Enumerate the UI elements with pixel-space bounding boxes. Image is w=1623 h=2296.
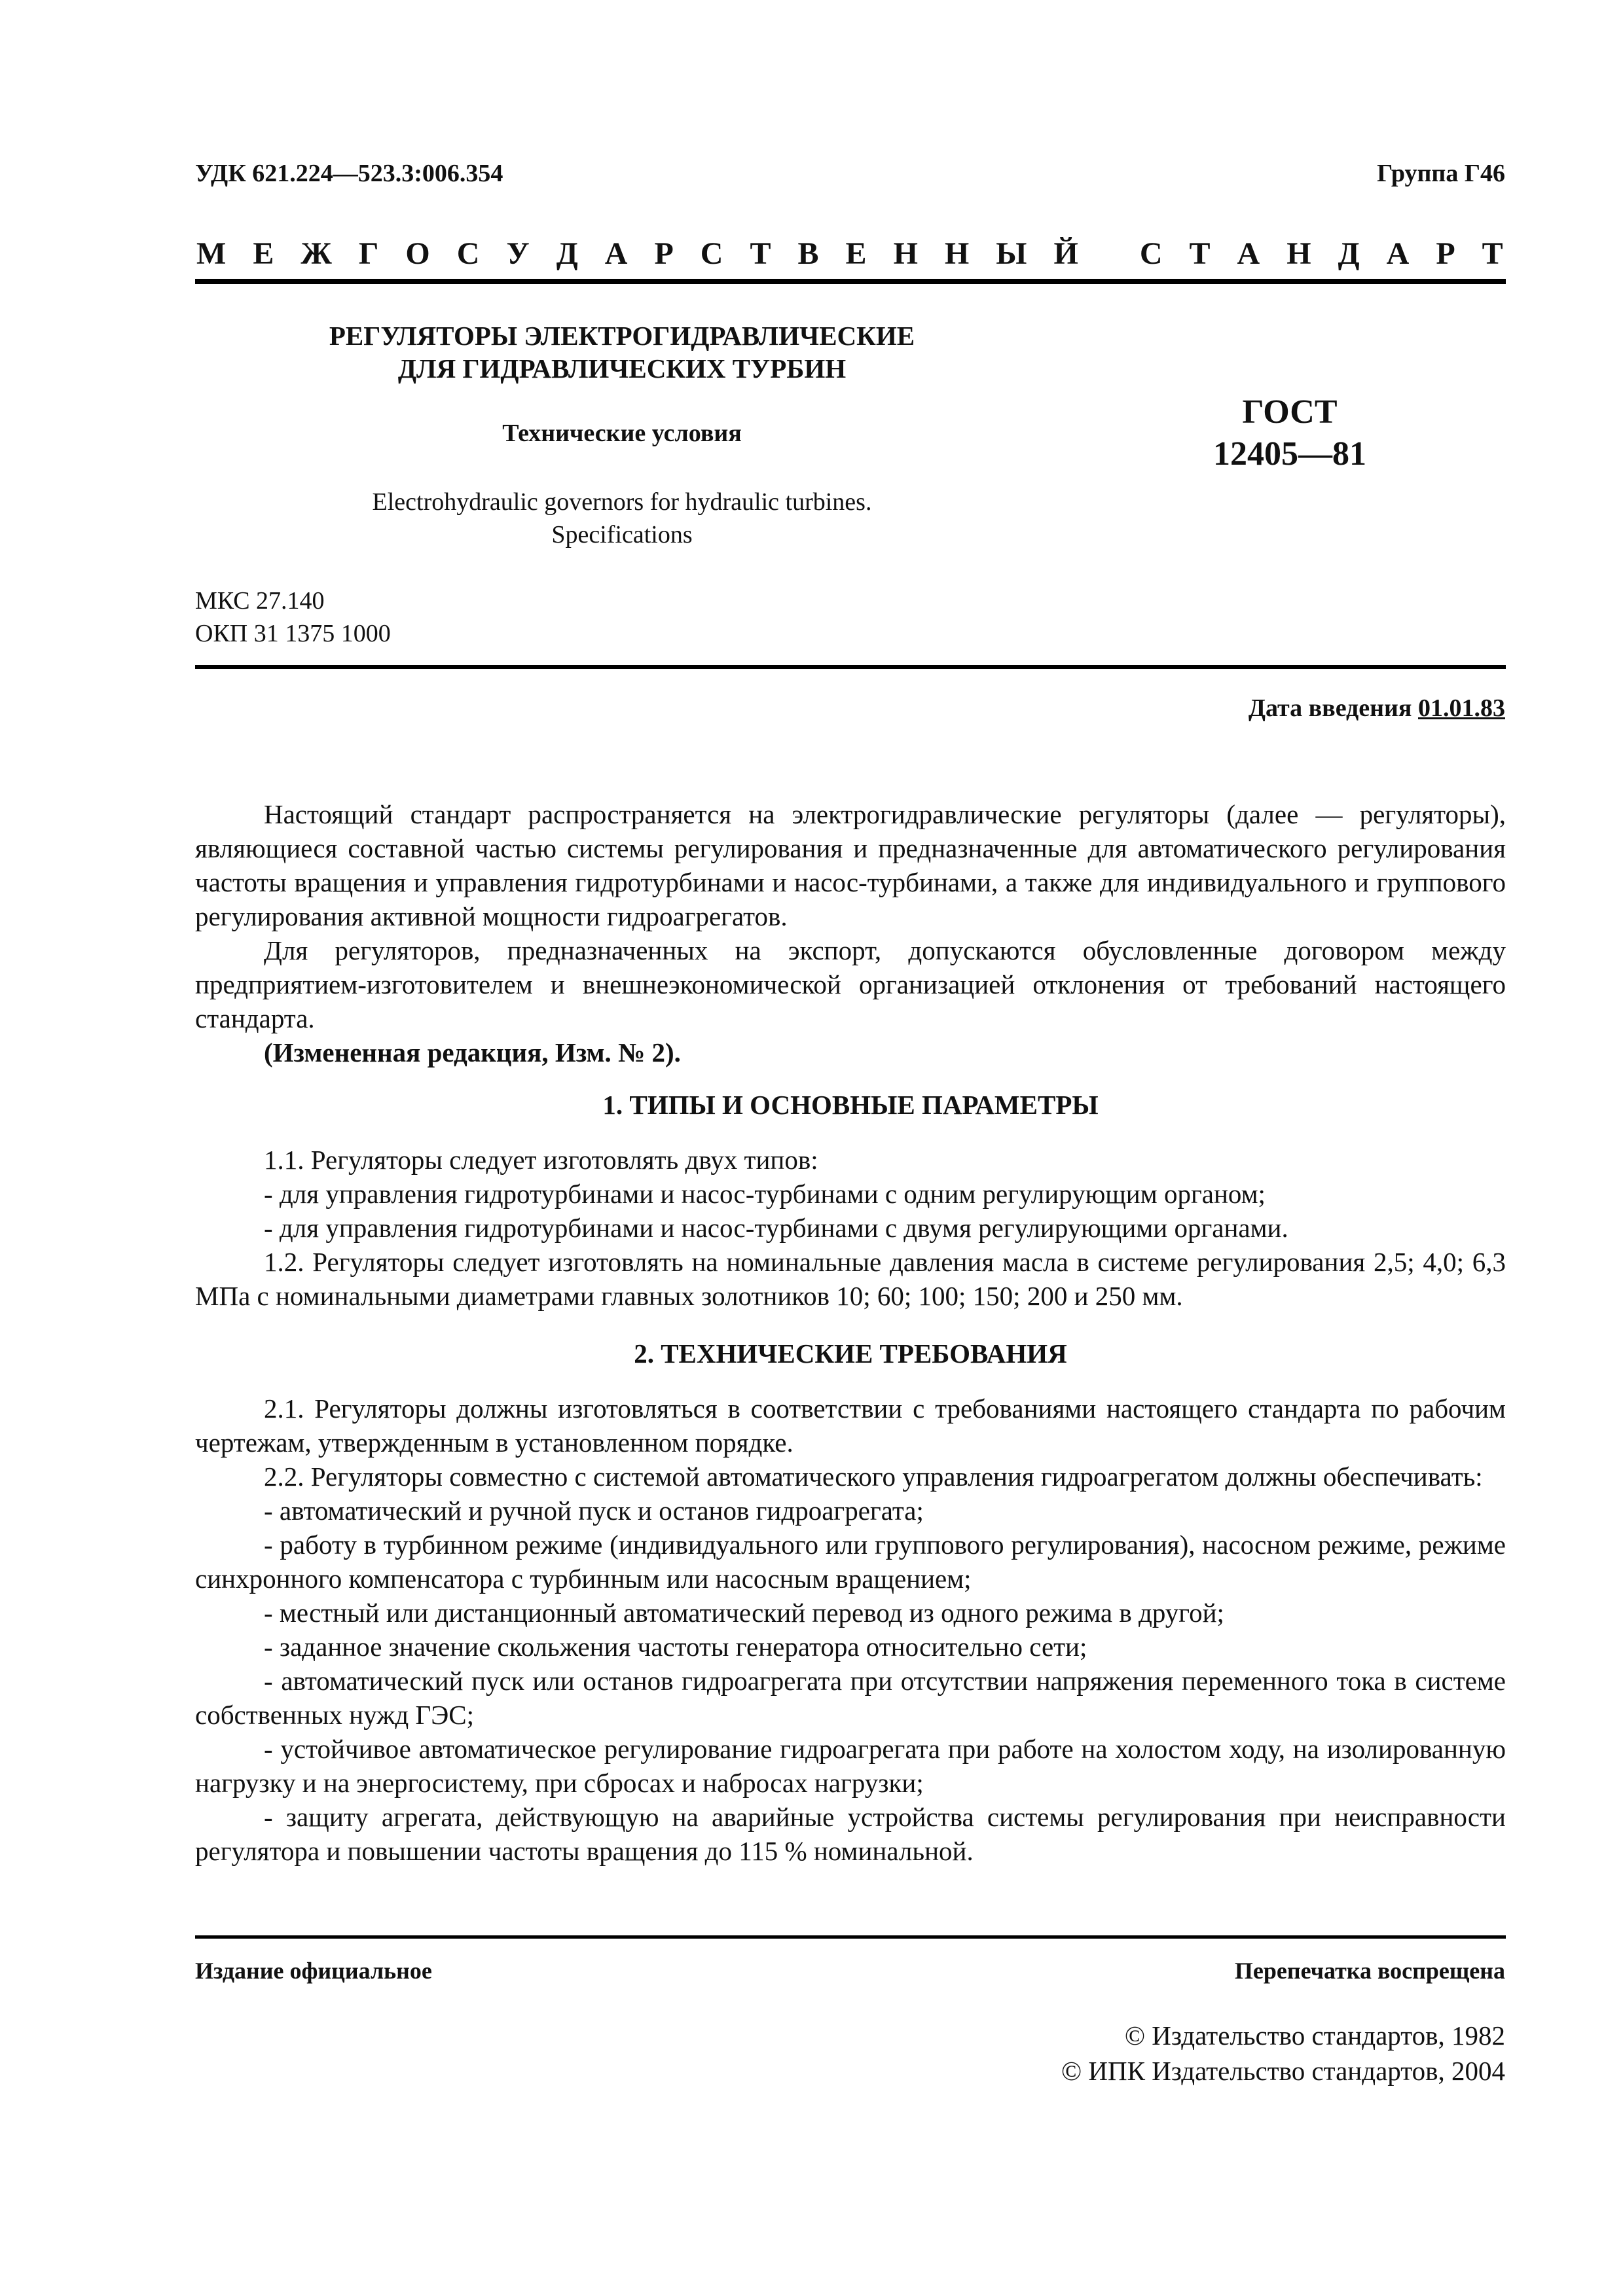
category-title-letter: Н [1286,236,1311,271]
amendment-note: (Измененная редакция, Изм. № 2). [264,1037,681,1067]
intro-paragraph-1: Настоящий стандарт распространяется на электрогидравлические регуляторы (далее — регуляторы), являющиеся составной частью системы регулирования и предназначенные для автоматического регулирования частоты вращения и управления гидротурбинами и насос-турбинами, а также для индивидуального и группового регулирования активной мощности гидроагрегатов. [195,799,1506,931]
category-title-letter: О [405,236,430,271]
category-title-letter: Р [1436,236,1455,271]
list-item: - защиту агрегата, действующую на аварийные устройства системы регулирования при неисправности регулятора и повышении частоты вращения до 115 % номинальной. [195,1802,1506,1866]
gost-number: 12405—81 [1213,435,1366,473]
effective-date-value: 01.01.83 [1418,694,1505,722]
list-item: - автоматический пуск или останов гидроагрегата при отсутствии напряжения переменного тока в системе собственных нужд ГЭС; [195,1666,1506,1730]
category-title-letter: Т [750,236,771,271]
classification-codes [195,584,391,650]
copyright-block [1061,2018,1505,2089]
category-title-letter: Д [1338,236,1360,271]
gost-label: ГОСТ [1242,393,1338,431]
clause-2-1: 2.1. Регуляторы должны изготовляться в соответствии с требованиями настоящего стандарта по рабочим чертежам, утвержденным в установленном порядке. [195,1393,1506,1458]
title-line-1: РЕГУЛЯТОРЫ ЭЛЕКТРОГИДРАВЛИЧЕСКИЕ [329,321,915,351]
title-line-2: ДЛЯ ГИДРАВЛИЧЕСКИХ ТУРБИН [397,353,847,384]
category-title-letter: Т [1189,236,1211,271]
document-subtitle: Технические условия [502,420,742,447]
clause-1-1-item-2: - для управления гидротурбинами и насос-турбинами с двумя регулирующими органами. [264,1213,1288,1243]
category-title-letter: Й [1053,236,1078,271]
category-title-letter: А [1386,236,1410,271]
category-title-letter: Д [556,236,578,271]
section-1-heading: 1. ТИПЫ И ОСНОВНЫЕ ПАРАМЕТРЫ [602,1090,1099,1120]
list-item: - местный или дистанционный автоматический перевод из одного режима в другой; [264,1598,1224,1628]
category-title-letter: В [797,236,819,271]
group-code: Группа Г46 [1377,160,1505,187]
effective-date [1249,694,1505,723]
category-title [196,236,1503,272]
category-title-letter: Н [944,236,970,271]
english-title-line-2: Specifications [551,521,693,548]
reprint-note: Перепечатка воспрещена [1234,1958,1505,1984]
category-title-letter: Н [893,236,918,271]
category-title-letter: С [456,236,480,271]
body-text [195,797,1506,1868]
clause-2-2: 2.2. Регуляторы совместно с системой автоматического управления гидроагрегатом должны обеспечивать: [264,1462,1483,1492]
category-title-letter: Ж [301,236,332,271]
effective-date-label: Дата введения [1248,694,1412,722]
clause-1-2: 1.2. Регуляторы следует изготовлять на номинальные давления масла в системе регулирования 2,5; 4,0; 6,3 МПа с номинальными диаметрами главных золотников 10; 60; 100; 150; 200 и 250 мм. [195,1247,1506,1311]
category-title-letter: Т [1482,236,1503,271]
category-title-letter [1105,236,1113,272]
document-title [262,319,982,385]
mks-code: МКС 27.140 [195,587,325,615]
footer-rule [195,1935,1506,1939]
list-item: - работу в турбинном режиме (индивидуального или группового регулирования), насосном режиме, режиме синхронного компенсатора с турбинным или насосным вращением; [195,1530,1506,1594]
category-title-letter: Е [845,236,867,271]
header-rule [195,279,1506,284]
clause-2-2-list [195,1494,1506,1868]
clause-1-1: 1.1. Регуляторы следует изготовлять двух типов: [264,1145,818,1175]
clause-1-1-item-1: - для управления гидротурбинами и насос-турбинами с одним регулирующим органом; [264,1179,1266,1209]
title-block-rule [195,665,1506,669]
intro-paragraph-2: Для регуляторов, предназначенных на экспорт, допускаются обусловленные договором между предприятием-изготовителем и внешнеэкономической организацией отклонения от требований настоящего стандарта. [195,935,1506,1033]
category-title-letter: Е [253,236,274,271]
category-title-letter: Р [654,236,674,271]
category-title-letter: А [1237,236,1260,271]
copyright-line-2: © ИПК Издательство стандартов, 2004 [1061,2056,1505,2086]
category-title-letter: С [700,236,723,271]
category-title-letter: У [506,236,530,271]
section-2-heading: 2. ТЕХНИЧЕСКИЕ ТРЕБОВАНИЯ [634,1338,1067,1369]
list-item: - автоматический и ручной пуск и останов гидроагрегата; [264,1496,924,1526]
gost-designation [1152,391,1427,475]
category-title-letter: Г [358,236,379,271]
english-title-line-1: Electrohydraulic governors for hydraulic turbines. [372,488,872,516]
copyright-line-1: © Издательство стандартов, 1982 [1124,2020,1505,2051]
list-item: - заданное значение скольжения частоты генератора относительно сети; [264,1632,1087,1662]
list-item: - устойчивое автоматическое регулирование гидроагрегата при работе на холостом ходу, на изолированную нагрузку и на энергосистему, при сбросах и набросах нагрузки; [195,1734,1506,1798]
udk-code: УДК 621.224—523.3:006.354 [195,160,503,187]
category-title-letter: А [604,236,628,271]
edition-note: Издание официальное [195,1958,432,1984]
category-title-letter: М [196,236,227,271]
category-title-letter: Ы [996,236,1027,271]
okp-code: ОКП 31 1375 1000 [195,620,391,647]
category-title-letter: С [1139,236,1163,271]
english-title [262,486,982,551]
